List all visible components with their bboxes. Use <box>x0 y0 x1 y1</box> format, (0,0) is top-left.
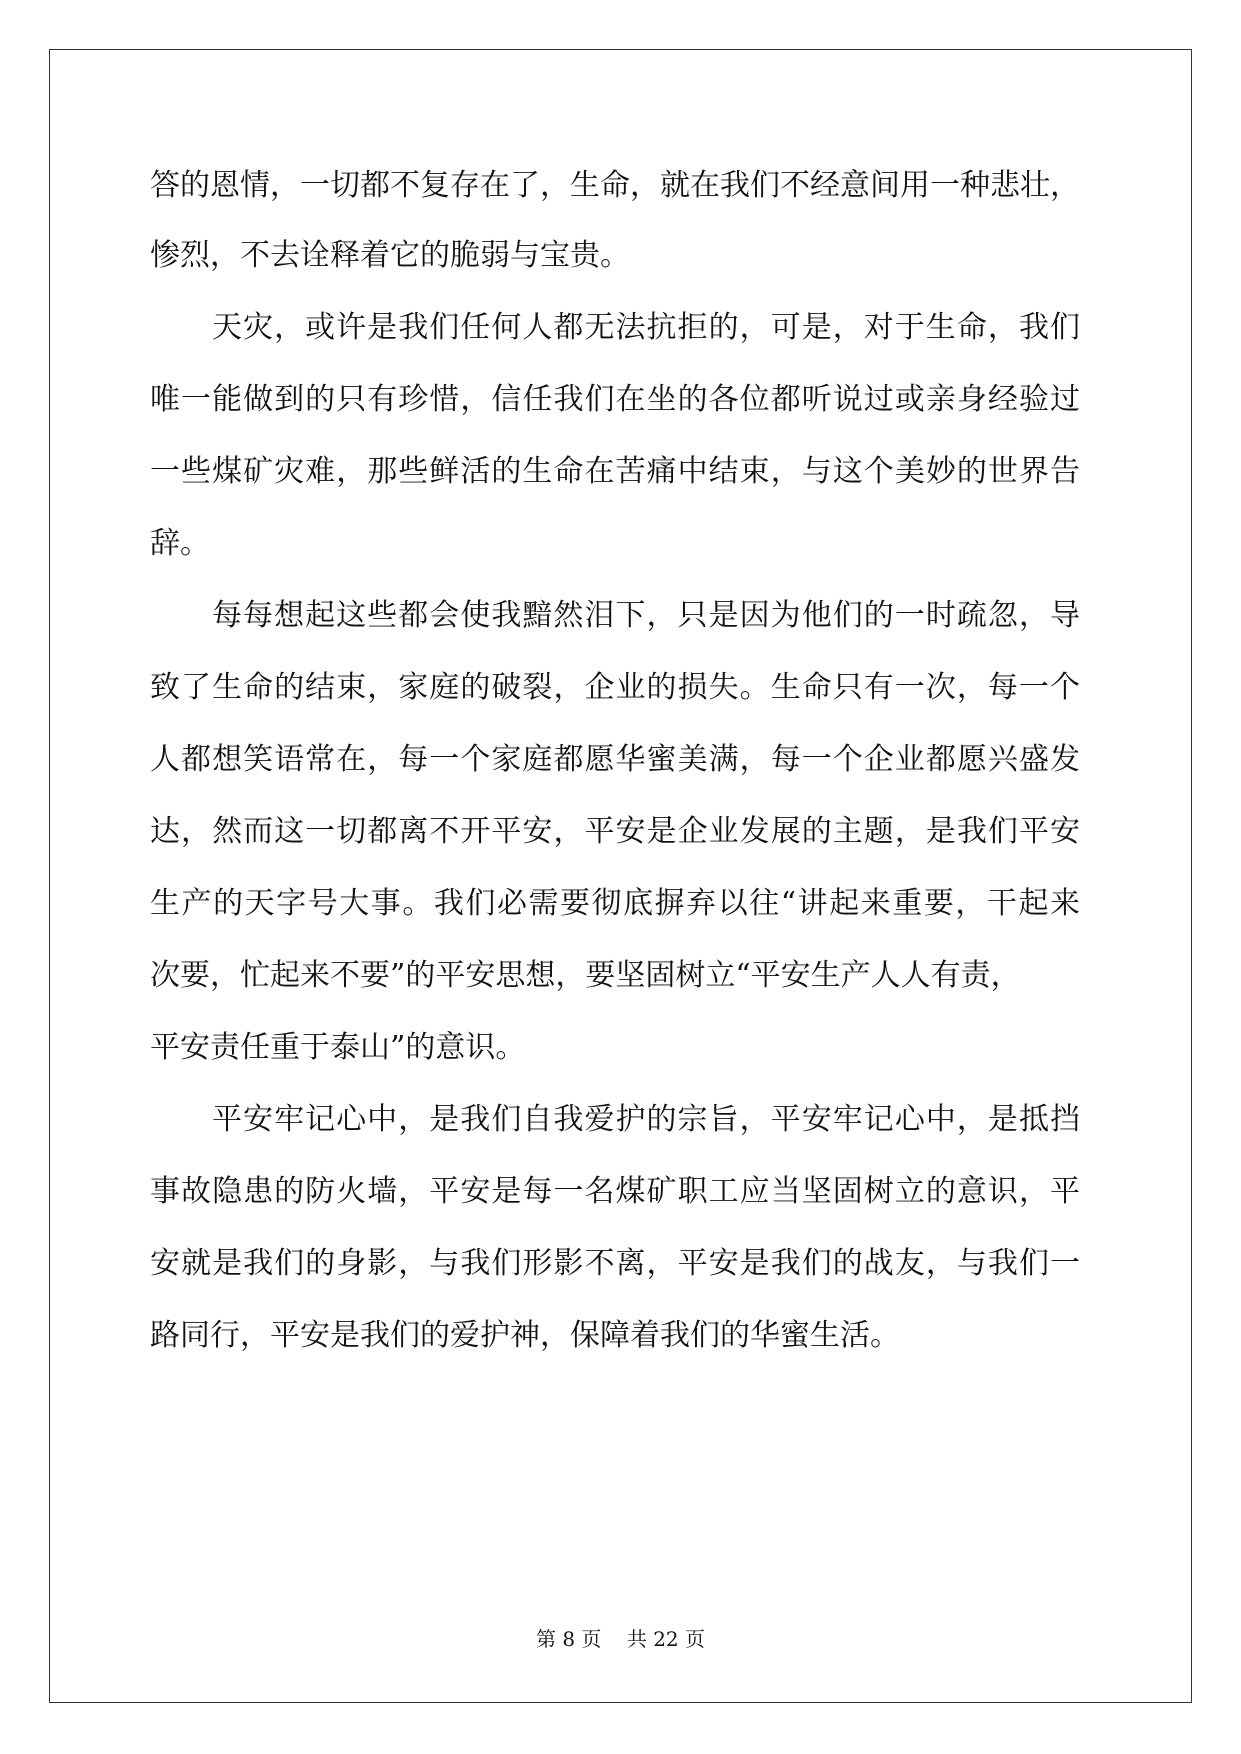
text-line: 安就是我们的身影，与我们形影不离，平安是我们的战友，与我们一 <box>150 1246 1080 1281</box>
text-line: 每每想起这些都会使我黯然泪下，只是因为他们的一时疏忽，导 <box>212 598 1080 633</box>
text-line: 路同行，平安是我们的爱护神，保障着我们的华蜜生活。 <box>150 1318 900 1353</box>
text-line: 致了生命的结束，家庭的破裂，企业的损失。生命只有一次，每一个 <box>150 670 1080 705</box>
page-frame <box>49 49 1192 1703</box>
text-line: 答的恩情，一切都不复存在了，生命，就在我们不经意间用一种悲壮， <box>150 168 1080 203</box>
text-line: 天灾，或许是我们任何人都无法抗拒的，可是，对于生命，我们 <box>212 310 1080 345</box>
text-line: 次要，忙起来不要”的平安思想，要坚固树立“平安生产人人有责， <box>150 958 1021 993</box>
text-line: 人都想笑语常在，每一个家庭都愿华蜜美满，每一个企业都愿兴盛发 <box>150 742 1080 777</box>
text-line: 平安牢记心中，是我们自我爱护的宗旨，平安牢记心中，是抵挡 <box>212 1102 1080 1137</box>
text-line: 惨烈，不去诠释着它的脆弱与宝贵。 <box>150 238 630 273</box>
page-number-footer: 第 8 页 共 22 页 <box>535 1627 706 1651</box>
text-line: 唯一能做到的只有珍惜，信任我们在坐的各位都听说过或亲身经验过 <box>150 382 1080 417</box>
text-line: 平安责任重于泰山”的意识。 <box>150 1030 526 1065</box>
text-line: 生产的天字号大事。我们必需要彻底摒弃以往“讲起来重要，干起来 <box>150 886 1080 921</box>
text-line: 辞。 <box>150 526 210 561</box>
text-line: 一些煤矿灾难，那些鲜活的生命在苦痛中结束，与这个美妙的世界告 <box>150 454 1080 489</box>
text-line: 达，然而这一切都离不开平安，平安是企业发展的主题，是我们平安 <box>150 814 1080 849</box>
text-line: 事故隐患的防火墙，平安是每一名煤矿职工应当坚固树立的意识，平 <box>150 1174 1080 1209</box>
